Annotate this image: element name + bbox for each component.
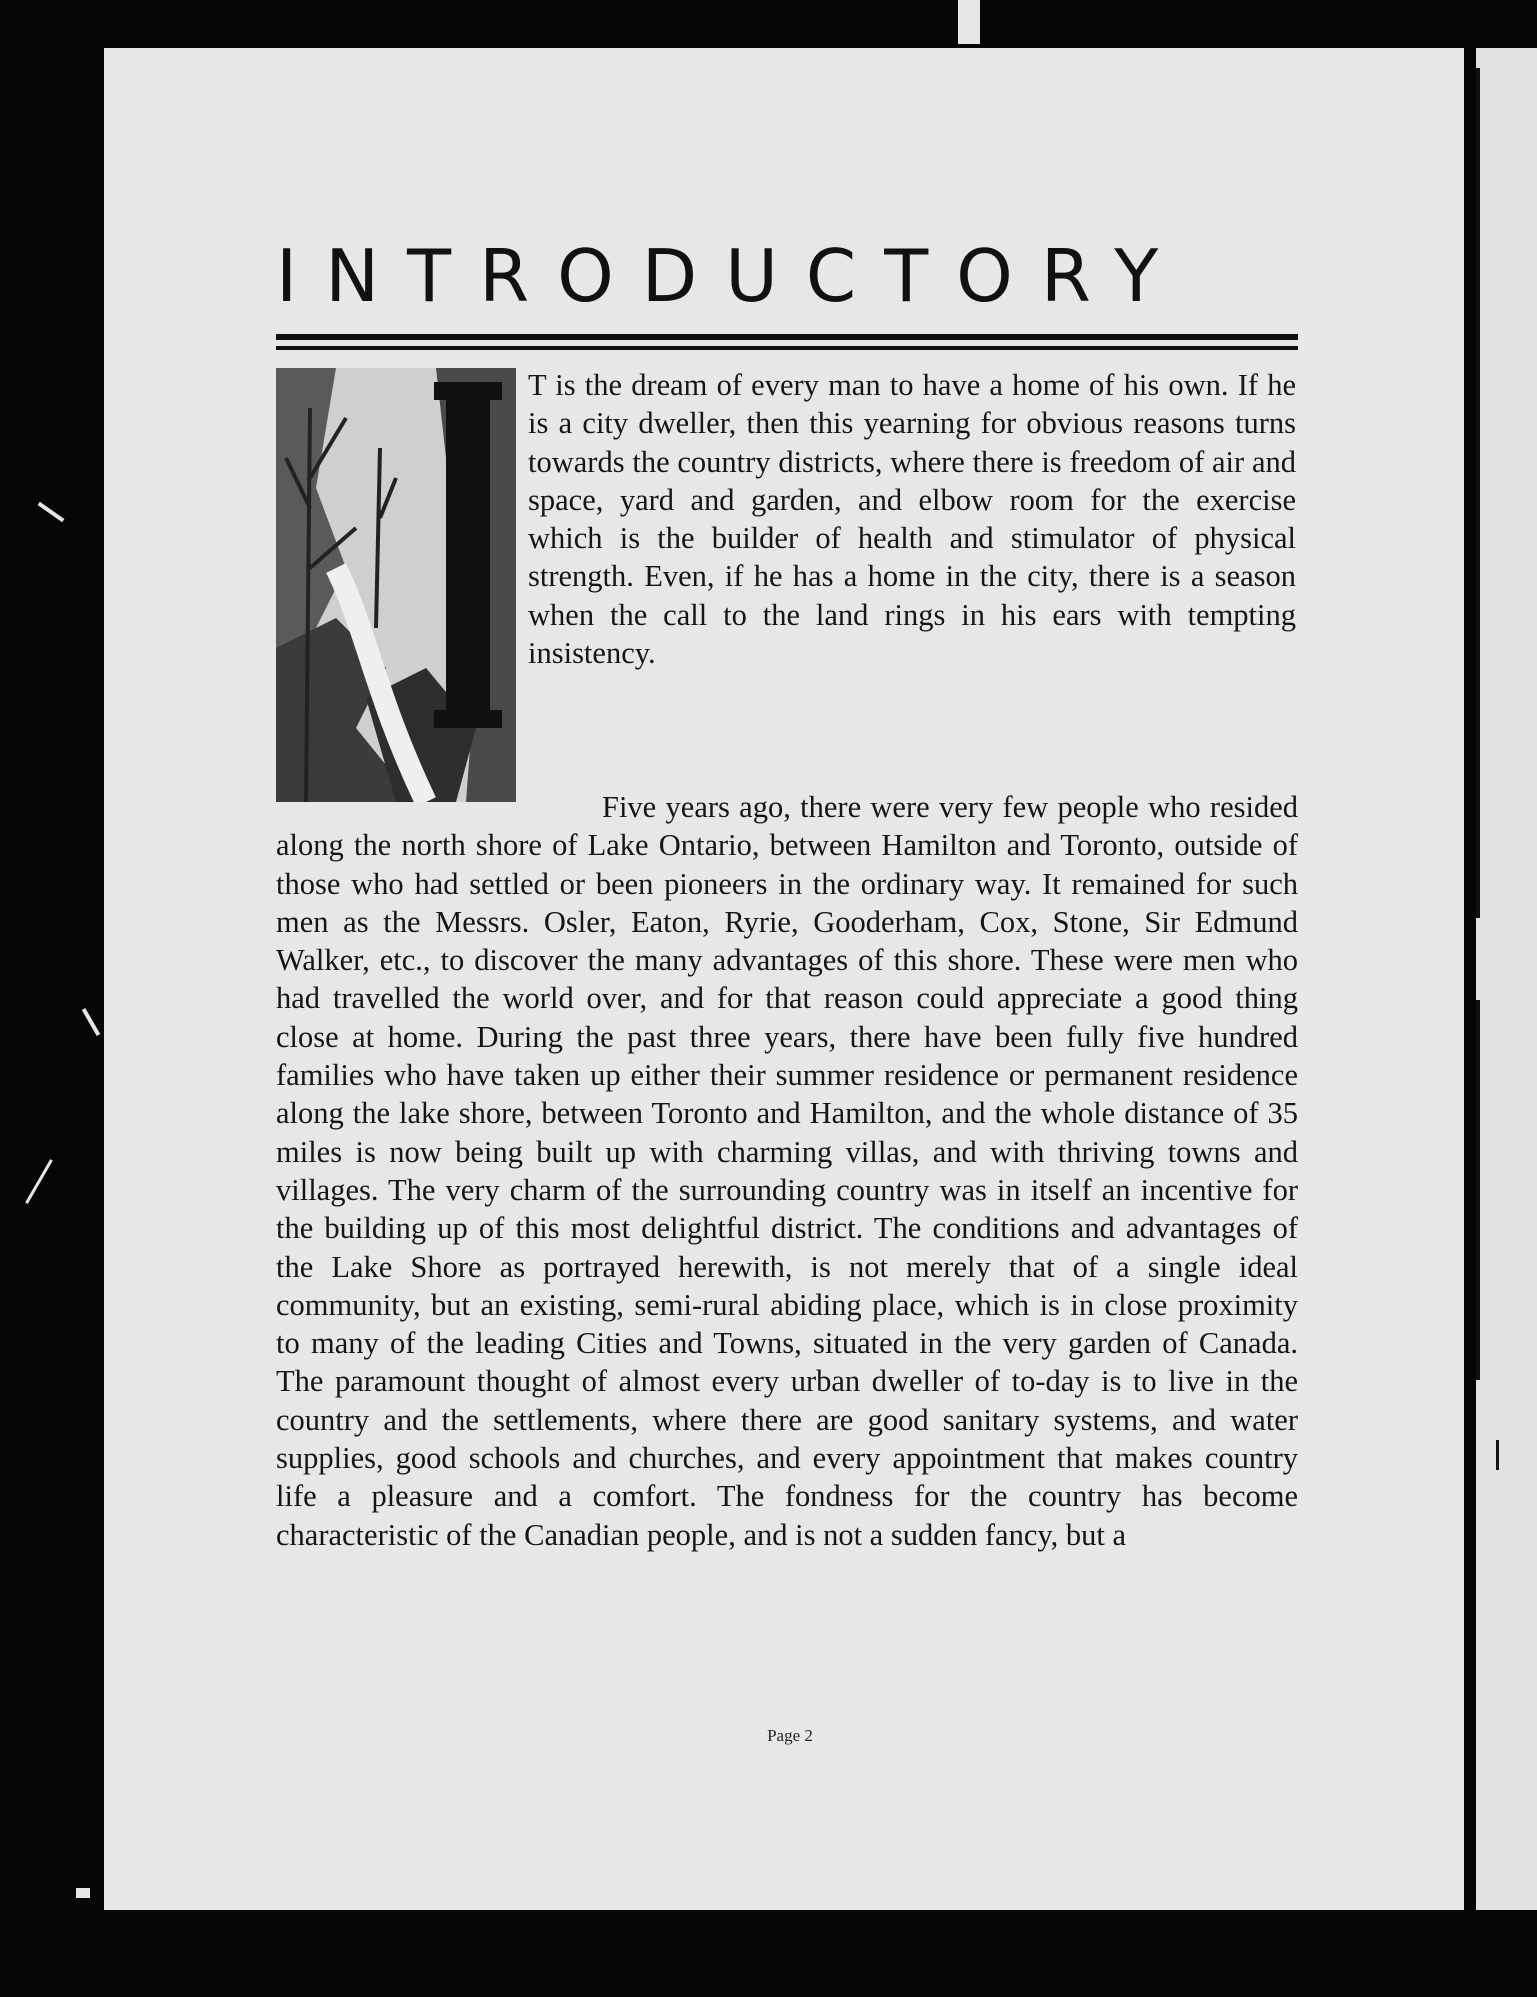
scan-artifact <box>76 1888 90 1898</box>
body-paragraph: Five years ago, there were very few people who resided along the north shore of Lake Ontario, between Hamilton and Toronto, outside of those who had settled or been pioneers in the ordinary way. It remained for such men as the Messrs. Osler, Eaton, Ryrie, Gooderham, Cox, Stone, Sir Edmund Walker, etc., to discover the many advantages of this shore. These were men who had travelled the world over, and for that reason could appreciate a good thing close at home. During the past three years, there have been fully five hundred families who have taken up either their summer residence or permanent residence along the lake shore, between Toronto and Hamilton, and the whole distance of 35 miles is now being built up with charming villas, and with thriving towns and villages. The very charm of the surrounding country was in itself an incentive for the building up of this most delightful district. The conditions and advantages of the Lake Shore as portrayed herewith, is not merely that of a single ideal community, but an existing, semi-rural abiding place, which is in close proximity to many of the leading Cities and Towns, situated in the very garden of Canada. The paramount thought of almost every urban dweller of to-day is to live in the country and the settlements, where there are good sanitary systems, and water supplies, good schools and churches, and every appointment that makes country life a pleasure and a comfort. The fondness for the country has become characteristic of the Canadian people, and is not a sudden fancy, but a <box>276 790 1298 1552</box>
dropcap-illustration <box>276 368 516 802</box>
intro-paragraph: T is the dream of every man to have a home of his own. If he is a city dweller, then this yearning for obvious reasons turns towards the country districts, where there is freedom of air and space, yard and garden, and elbow room for the exercise which is the builder of health and stimulator of physical strength. Even, if he has a home in the city, there is a season when the call to the land rings in his ears with tempting insistency. <box>528 368 1296 671</box>
scan-artifact <box>958 0 980 44</box>
winter-woodland-icon <box>276 368 516 802</box>
adjacent-page-edge <box>1476 48 1537 1910</box>
title-rule-thin <box>276 346 1298 350</box>
title-rule-thick <box>276 334 1298 340</box>
page-title: INTRODUCTORY <box>276 234 1187 318</box>
scan-artifact <box>25 1159 53 1204</box>
scan-artifact <box>38 502 65 522</box>
page-number: Page 2 <box>767 1726 813 1745</box>
scan-artifact <box>82 1008 100 1036</box>
